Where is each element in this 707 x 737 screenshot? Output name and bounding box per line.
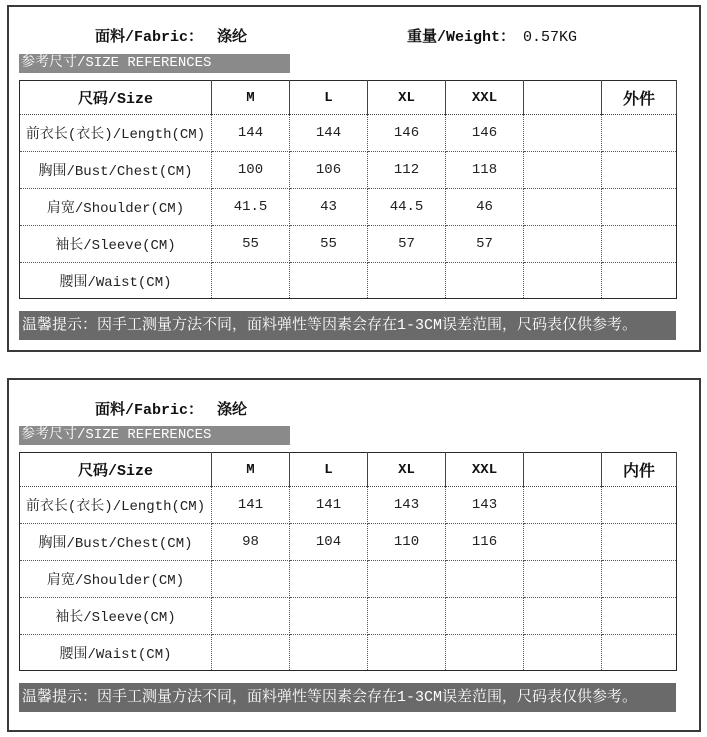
size-header-xxl: XXL [446, 81, 524, 115]
value-cell-xxl: 118 [446, 152, 524, 189]
fabric-label: 面料/Fabric： [95, 402, 204, 419]
value-cell-l: 43 [290, 189, 368, 226]
value-cell-xl: 112 [368, 152, 446, 189]
garment-type-header: 外件 [602, 81, 677, 115]
size-header-l: L [290, 453, 368, 487]
size-column-header: 尺码/Size [20, 453, 212, 487]
empty-cell [602, 263, 677, 299]
weight-value: 0.57KG [523, 29, 578, 46]
empty-cell [524, 226, 602, 263]
size-table [19, 80, 677, 299]
empty-header-cell [524, 453, 602, 487]
empty-cell [602, 598, 677, 635]
size-table [19, 452, 677, 671]
weight-info [407, 29, 577, 47]
size-header-l: L [290, 81, 368, 115]
row-label: 腰围/Waist(CM) [20, 263, 212, 299]
value-cell-xl: 146 [368, 115, 446, 152]
value-cell-xl: 110 [368, 524, 446, 561]
fabric-value: 涤纶 [217, 29, 248, 46]
empty-cell [212, 635, 290, 671]
empty-cell [602, 524, 677, 561]
empty-cell [212, 263, 290, 299]
measurement-disclaimer: 温馨提示：因手工测量方法不同，面料弹性等因素会存在1-3CM误差范围，尺码表仅供参考。 [19, 311, 676, 340]
value-cell-xl: 143 [368, 487, 446, 524]
measurement-row-waist [20, 635, 677, 671]
empty-cell [212, 561, 290, 598]
measurement-row-length [20, 487, 677, 524]
row-label: 前衣长(衣长)/Length(CM) [20, 115, 212, 152]
fabric-label: 面料/Fabric： [95, 29, 204, 46]
empty-cell [446, 598, 524, 635]
measurement-disclaimer: 温馨提示：因手工测量方法不同，面料弹性等因素会存在1-3CM误差范围，尺码表仅供参考。 [19, 683, 676, 712]
fabric-value: 涤纶 [217, 402, 248, 419]
row-label: 肩宽/Shoulder(CM) [20, 561, 212, 598]
row-label: 前衣长(衣长)/Length(CM) [20, 487, 212, 524]
row-label: 袖长/Sleeve(CM) [20, 598, 212, 635]
value-cell-xl: 57 [368, 226, 446, 263]
empty-cell [602, 635, 677, 671]
empty-cell [368, 598, 446, 635]
measurement-row-waist [20, 263, 677, 299]
empty-cell [290, 598, 368, 635]
empty-cell [524, 524, 602, 561]
empty-cell [602, 226, 677, 263]
size-column-header: 尺码/Size [20, 81, 212, 115]
empty-cell [602, 487, 677, 524]
value-cell-m: 55 [212, 226, 290, 263]
empty-cell [524, 263, 602, 299]
size-references-banner: 参考尺寸/SIZE REFERENCES [19, 426, 290, 445]
empty-cell [290, 635, 368, 671]
value-cell-l: 141 [290, 487, 368, 524]
measurement-row-chest [20, 524, 677, 561]
value-cell-l: 104 [290, 524, 368, 561]
row-label: 胸围/Bust/Chest(CM) [20, 152, 212, 189]
value-cell-xl: 44.5 [368, 189, 446, 226]
empty-cell [368, 263, 446, 299]
value-cell-xxl: 143 [446, 487, 524, 524]
inner-garment-size-chart [7, 378, 701, 732]
empty-cell [524, 635, 602, 671]
fabric-info [95, 402, 247, 420]
size-header-row [20, 81, 677, 115]
measurement-row-shoulder [20, 561, 677, 598]
weight-label: 重量/Weight： [407, 29, 516, 46]
value-cell-xxl: 116 [446, 524, 524, 561]
empty-cell [524, 152, 602, 189]
size-header-xl: XL [368, 453, 446, 487]
empty-cell [446, 561, 524, 598]
empty-cell [212, 598, 290, 635]
value-cell-m: 98 [212, 524, 290, 561]
empty-cell [602, 561, 677, 598]
empty-cell [368, 635, 446, 671]
empty-cell [290, 263, 368, 299]
size-references-banner: 参考尺寸/SIZE REFERENCES [19, 54, 290, 73]
measurement-row-shoulder [20, 189, 677, 226]
value-cell-xxl: 46 [446, 189, 524, 226]
value-cell-l: 106 [290, 152, 368, 189]
value-cell-m: 41.5 [212, 189, 290, 226]
empty-cell [524, 598, 602, 635]
empty-cell [524, 487, 602, 524]
empty-cell [602, 115, 677, 152]
value-cell-xxl: 57 [446, 226, 524, 263]
empty-cell [446, 635, 524, 671]
row-label: 袖长/Sleeve(CM) [20, 226, 212, 263]
fabric-info [95, 29, 247, 47]
measurement-row-length [20, 115, 677, 152]
value-cell-m: 100 [212, 152, 290, 189]
size-header-xxl: XXL [446, 453, 524, 487]
value-cell-l: 55 [290, 226, 368, 263]
size-header-m: M [212, 81, 290, 115]
value-cell-m: 144 [212, 115, 290, 152]
outer-garment-size-chart [7, 5, 701, 352]
measurement-row-chest [20, 152, 677, 189]
empty-cell [368, 561, 446, 598]
measurement-row-sleeve [20, 598, 677, 635]
empty-cell [602, 152, 677, 189]
empty-cell [524, 561, 602, 598]
empty-cell [290, 561, 368, 598]
row-label: 胸围/Bust/Chest(CM) [20, 524, 212, 561]
measurement-row-sleeve [20, 226, 677, 263]
size-header-xl: XL [368, 81, 446, 115]
empty-header-cell [524, 81, 602, 115]
size-header-row [20, 453, 677, 487]
empty-cell [524, 189, 602, 226]
empty-cell [524, 115, 602, 152]
value-cell-l: 144 [290, 115, 368, 152]
empty-cell [602, 189, 677, 226]
value-cell-xxl: 146 [446, 115, 524, 152]
row-label: 肩宽/Shoulder(CM) [20, 189, 212, 226]
value-cell-m: 141 [212, 487, 290, 524]
row-label: 腰围/Waist(CM) [20, 635, 212, 671]
garment-type-header: 内件 [602, 453, 677, 487]
empty-cell [446, 263, 524, 299]
size-header-m: M [212, 453, 290, 487]
